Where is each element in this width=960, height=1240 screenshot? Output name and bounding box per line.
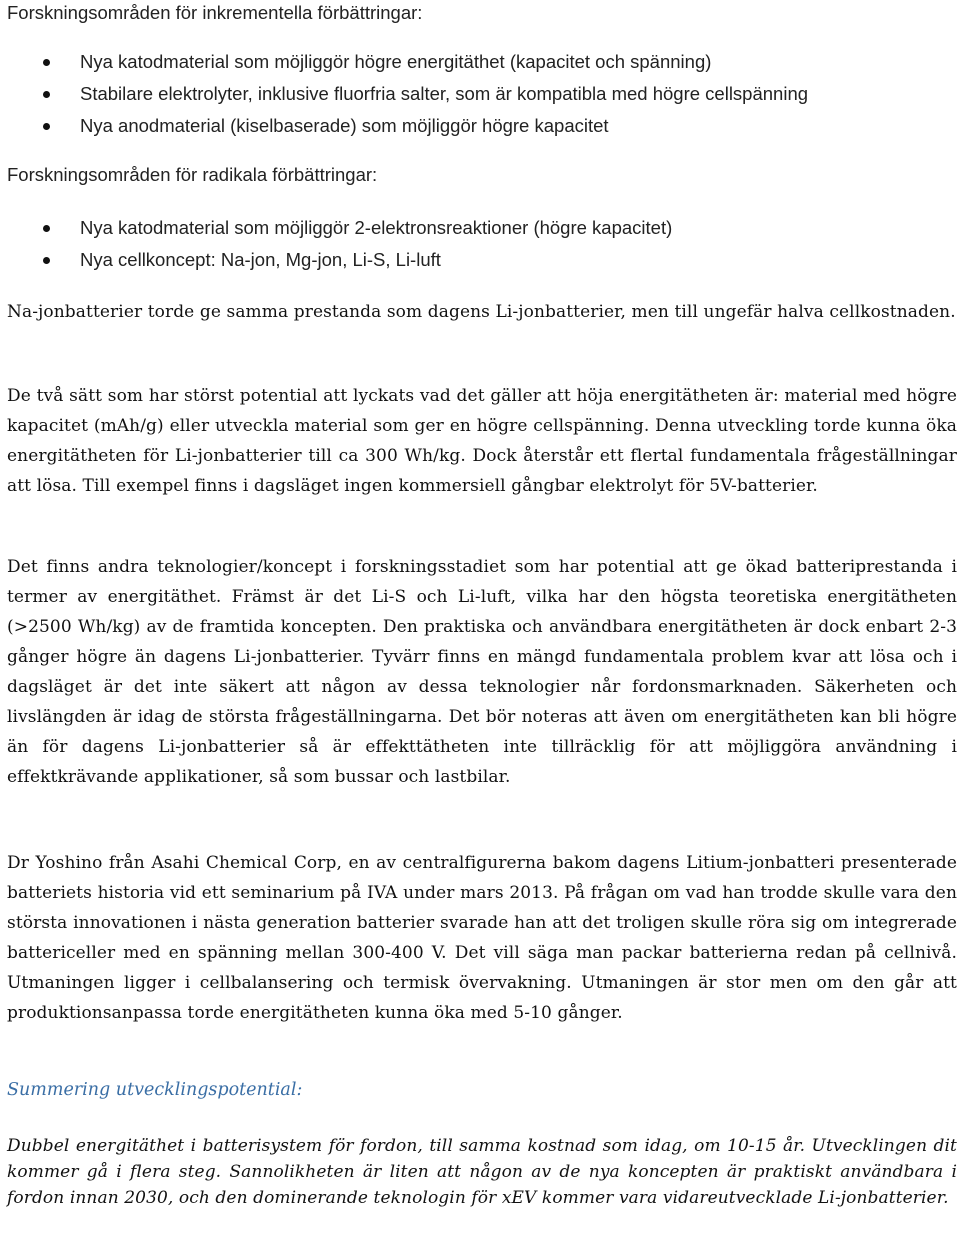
list-item xyxy=(7,110,808,142)
bullet-icon xyxy=(43,257,50,264)
list-item xyxy=(7,46,808,78)
list-item-text: Nya anodmaterial (kiselbaserade) som möjliggör högre kapacitet xyxy=(80,115,609,136)
bullet-icon xyxy=(43,59,50,66)
list-item xyxy=(7,212,672,244)
summary-heading: Summering utvecklingspotential: xyxy=(7,1080,303,1100)
paragraph-technologies: Det finns andra teknologier/koncept i forskningsstadiet som har potential att ge ökad batteriprestanda i termer av energitäthet. Främst är det Li-S och Li-luft, vilka har den högsta teoretiska energitätheten (>2500 Wh/kg) av de framtida koncepten. Den praktiska och användbara energitätheten är dock enbart 2-3 gånger högre än dagens Li-jonbatterier. Tyvärr finns en mängd fundamentala problem kvar att lösa och i dagsläget är det inte säkert att någon av dessa teknologier når fordonsmarknaden. Säkerheten och livslängden är idag de största frågeställningarna. Det bör noteras att även om energitätheten kan bli högre än för dagens Li-jonbatterier så är effekttätheten inte tillräcklig för att möjliggöra användning i effektkrävande applikationer, så som bussar och lastbilar. xyxy=(7,557,957,787)
list-item-text: Nya cellkoncept: Na-jon, Mg-jon, Li-S, Li-luft xyxy=(80,249,441,270)
list-item-text: Nya katodmaterial som möjliggör 2-elektronsreaktioner (högre kapacitet) xyxy=(80,217,673,238)
radical-heading: Forskningsområden för radikala förbättringar: xyxy=(7,164,378,185)
incremental-list xyxy=(7,46,808,142)
list-item xyxy=(7,78,808,110)
list-item-text: Stabilare elektrolyter, inklusive fluorfria salter, som är kompatibla med högre cellspänning xyxy=(80,83,809,104)
paragraph-yoshino: Dr Yoshino från Asahi Chemical Corp, en av centralfigurerna bakom dagens Litium-jonbatteri presenterade batteriets historia vid ett seminarium på IVA under mars 2013. På frågan om vad han trodde skulle vara den största innovationen i nästa generation batterier svarade han att det troligen skulle röra sig om integrerade battericeller med en spänning mellan 300-400 V. Det vill säga man packar batterierna redan på cellnivå. Utmaningen ligger i cellbalansering och termisk övervakning. Utmaningen är stor men om den går att produktionsanpassa torde energitätheten kunna öka med 5-10 gånger. xyxy=(7,853,957,1023)
bullet-icon xyxy=(43,225,50,232)
paragraph-na-ion: Na-jonbatterier torde ge samma prestanda som dagens Li-jonbatterier, men till ungefär halva cellkostnaden. xyxy=(7,302,956,322)
radical-list xyxy=(7,212,672,276)
incremental-heading: Forskningsområden för inkrementella förbättringar: xyxy=(7,2,423,23)
bullet-icon xyxy=(43,123,50,130)
bullet-icon xyxy=(43,91,50,98)
list-item-text: Nya katodmaterial som möjliggör högre energitäthet (kapacitet och spänning) xyxy=(80,51,712,72)
paragraph-energy-density: De två sätt som har störst potential att lyckats vad det gäller att höja energitätheten är: material med högre kapacitet (mAh/g) eller utveckla material som ger en högre cellspänning. Denna utveckling torde kunna öka energitätheten för Li-jonbatterier till ca 300 Wh/kg. Dock återstår ett flertal fundamentala frågeställningar att lösa. Till exempel finns i dagsläget ingen kommersiell gångbar elektrolyt för 5V-batterier. xyxy=(7,386,957,496)
summary-text: Dubbel energitäthet i batterisystem för fordon, till samma kostnad som idag, om 10-15 år. Utvecklingen dit kommer gå i flera steg. Sannolikheten är liten att någon av de nya koncepten är praktiskt användbara i fordon innan 2030, och den dominerande teknologin för xEV kommer vara vidareutvecklade Li-jonbatterier. xyxy=(7,1136,957,1208)
list-item xyxy=(7,244,672,276)
